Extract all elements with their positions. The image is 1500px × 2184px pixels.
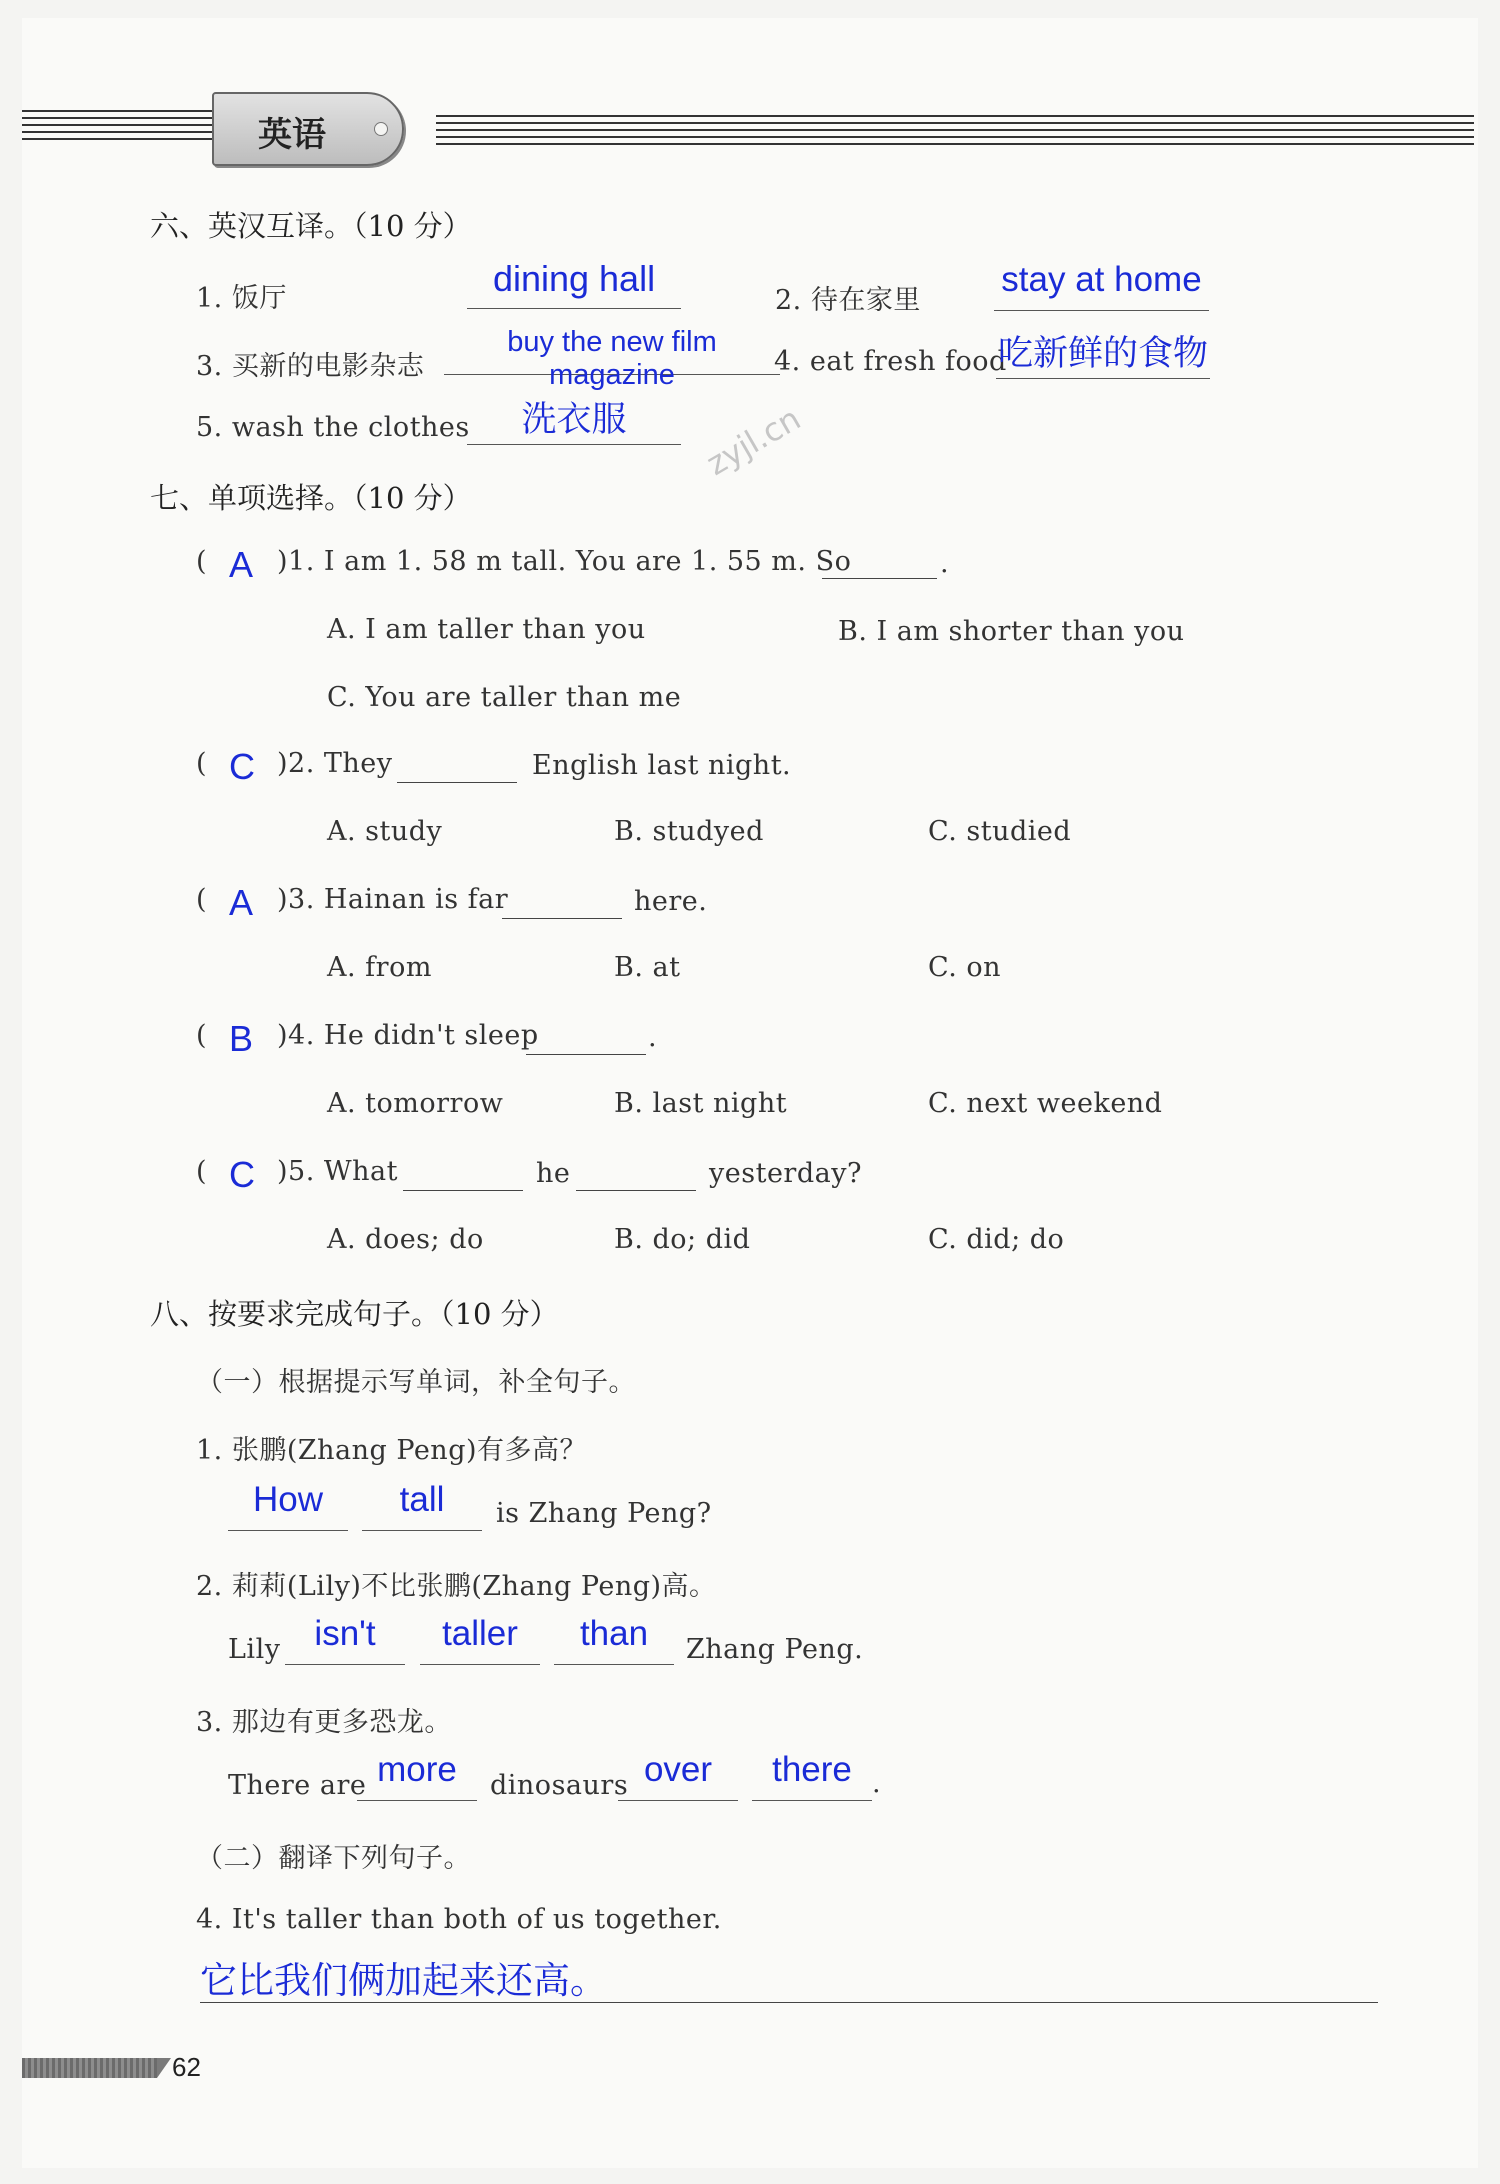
s7-q3-answer: A	[229, 882, 254, 923]
s7-q5-paren-open: (	[196, 1156, 208, 1187]
header-rules-left	[22, 110, 217, 145]
s8-q4-prompt: 4. It's taller than both of us together.	[196, 1904, 722, 1935]
section6-points: （10 分）	[353, 209, 472, 243]
section7-title: 七、单项选择。	[150, 481, 354, 515]
s7-q2-paren-open: (	[196, 748, 208, 779]
s6-q4: 4. eat fresh food	[774, 346, 1007, 377]
s8-q2-a3-box	[554, 1614, 674, 1665]
s8-q3-tail: .	[872, 1768, 882, 1799]
s8-q1-prompt: 1. 张鹏(Zhang Peng)有多高？	[196, 1435, 588, 1466]
s8-q3-a3-box	[752, 1750, 872, 1801]
s7-q2-opt-c: C. studied	[928, 816, 1072, 847]
s7-q3-blank	[502, 918, 622, 919]
s6-q1: 1. 饭厅	[196, 283, 287, 314]
s7-q3-opt-b: B. at	[614, 952, 681, 983]
section7-heading	[150, 476, 472, 517]
s8-q1-tail: is Zhang Peng?	[496, 1498, 712, 1529]
section6-heading	[150, 204, 472, 245]
s8-q3-lead: There are	[228, 1770, 367, 1801]
section8-heading	[150, 1292, 559, 1333]
s7-q2-answer: C	[229, 746, 255, 787]
s8-part1-title: （一）根据提示写单词，补全句子。	[196, 1367, 636, 1398]
s7-q4-answer: B	[229, 1018, 254, 1059]
section8-points: （10 分）	[440, 1297, 559, 1331]
s7-q5-blank-1	[403, 1190, 523, 1191]
s7-q3-opt-c: C. on	[928, 952, 1002, 983]
s7-q3-paren-open: (	[196, 884, 208, 915]
s6-a3-box	[444, 326, 780, 391]
s6-a1-box	[467, 258, 681, 309]
s7-q1-answer: A	[229, 544, 254, 585]
s7-q2-blank	[397, 782, 517, 783]
s8-q1-a1: How	[252, 1480, 324, 1519]
subject-label: 英语	[258, 115, 326, 155]
s7-q1-blank	[822, 578, 937, 579]
s8-q2-a2: taller	[442, 1614, 518, 1653]
s7-q5-opt-c: C. did; do	[928, 1224, 1065, 1255]
s8-q2-lead: Lily	[228, 1634, 281, 1665]
s6-a1: dining hall	[492, 258, 656, 299]
s7-q5-stem: )5. What	[277, 1156, 398, 1187]
s8-q3-a1: more	[377, 1750, 457, 1789]
s7-q1-opt-a: A. I am taller than you	[327, 614, 646, 645]
s8-q3-a1-box	[357, 1750, 477, 1801]
s8-q3-a2: over	[643, 1750, 713, 1789]
s7-q3-stem: )3. Hainan is far	[277, 884, 509, 915]
s7-q1-opt-c: C. You are taller than me	[327, 682, 682, 713]
s7-q2-tail: English last night.	[532, 750, 792, 781]
watermark: zyjl.cn	[700, 399, 807, 483]
s6-a5-box	[467, 392, 681, 445]
s8-q2-a3: than	[579, 1614, 649, 1653]
s6-a2: stay at home	[1001, 260, 1202, 299]
s6-q2: 2. 待在家里	[775, 285, 921, 316]
s6-a3: buy the new film magazine	[507, 326, 717, 391]
s6-a5: 洗衣服	[521, 400, 627, 439]
s8-q2-prompt: 2. 莉莉(Lily)不比张鹏(Zhang Peng)高。	[196, 1571, 717, 1602]
s7-q5-opt-b: B. do; did	[614, 1224, 751, 1255]
s7-q3-opt-a: A. from	[327, 952, 432, 983]
s7-q1-opt-b: B. I am shorter than you	[838, 616, 1185, 647]
s7-q5-blank-2	[576, 1190, 696, 1191]
s7-q1-stem: )1. I am 1. 58 m tall. You are 1. 55 m. So	[277, 546, 852, 577]
s6-a4-box	[996, 326, 1210, 379]
s7-q5-opt-a: A. does; do	[327, 1224, 484, 1255]
s8-q2-a1: isn't	[314, 1614, 376, 1653]
s7-q4-opt-a: A. tomorrow	[327, 1088, 504, 1119]
s8-q2-a2-box	[420, 1614, 540, 1665]
s7-q4-opt-b: B. last night	[614, 1088, 788, 1119]
s8-q2-tail: Zhang Peng.	[686, 1634, 864, 1665]
s7-q4-blank	[526, 1054, 646, 1055]
s8-q1-a2-box	[362, 1480, 482, 1531]
section8-title: 八、按要求完成句子。	[150, 1297, 441, 1331]
header-rules-right	[436, 115, 1474, 150]
s7-q2-opt-a: A. study	[327, 816, 443, 847]
s7-q3-tail: here.	[634, 886, 708, 917]
section7-points: （10 分）	[353, 481, 472, 515]
s7-q2-opt-b: B. studyed	[614, 816, 764, 847]
s8-q4-answer-line	[200, 2002, 1378, 2003]
s8-q1-a2: tall	[399, 1480, 445, 1519]
section6-title: 六、英汉互译。	[150, 209, 354, 243]
s6-a4: 吃新鲜的食物	[997, 334, 1208, 373]
s7-q5-answer: C	[229, 1154, 255, 1195]
subject-tab	[212, 92, 404, 166]
s8-q3-a3: there	[772, 1750, 852, 1789]
s6-a2-box	[994, 260, 1209, 311]
s7-q4-stem: )4. He didn't sleep	[277, 1020, 539, 1051]
s8-q3-a2-box	[618, 1750, 738, 1801]
s7-q1-tail: .	[940, 548, 950, 579]
s8-part2-title: （二）翻译下列句子。	[196, 1843, 471, 1874]
s7-q5-mid: he	[536, 1158, 571, 1189]
s7-q4-tail: .	[648, 1022, 658, 1053]
s7-q1-paren-open: (	[196, 546, 208, 577]
s8-q3-prompt: 3. 那边有更多恐龙。	[196, 1707, 452, 1738]
tab-hole-icon	[374, 122, 388, 136]
s8-q3-mid: dinosaurs	[490, 1770, 629, 1801]
s7-q5-tail: yesterday?	[709, 1158, 862, 1189]
page-number: 62	[172, 2052, 201, 2082]
s6-q3: 3. 买新的电影杂志	[196, 351, 425, 382]
s6-q5: 5. wash the clothes	[196, 412, 470, 443]
s8-q2-a1-box	[285, 1614, 405, 1665]
footer-decoration	[22, 2058, 157, 2078]
s8-q4-answer: 它比我们俩加起来还高。	[200, 1960, 607, 2001]
s7-q4-paren-open: (	[196, 1020, 208, 1051]
s8-q1-a1-box	[228, 1480, 348, 1531]
s7-q2-stem: )2. They	[277, 748, 393, 779]
s7-q4-opt-c: C. next weekend	[928, 1088, 1163, 1119]
